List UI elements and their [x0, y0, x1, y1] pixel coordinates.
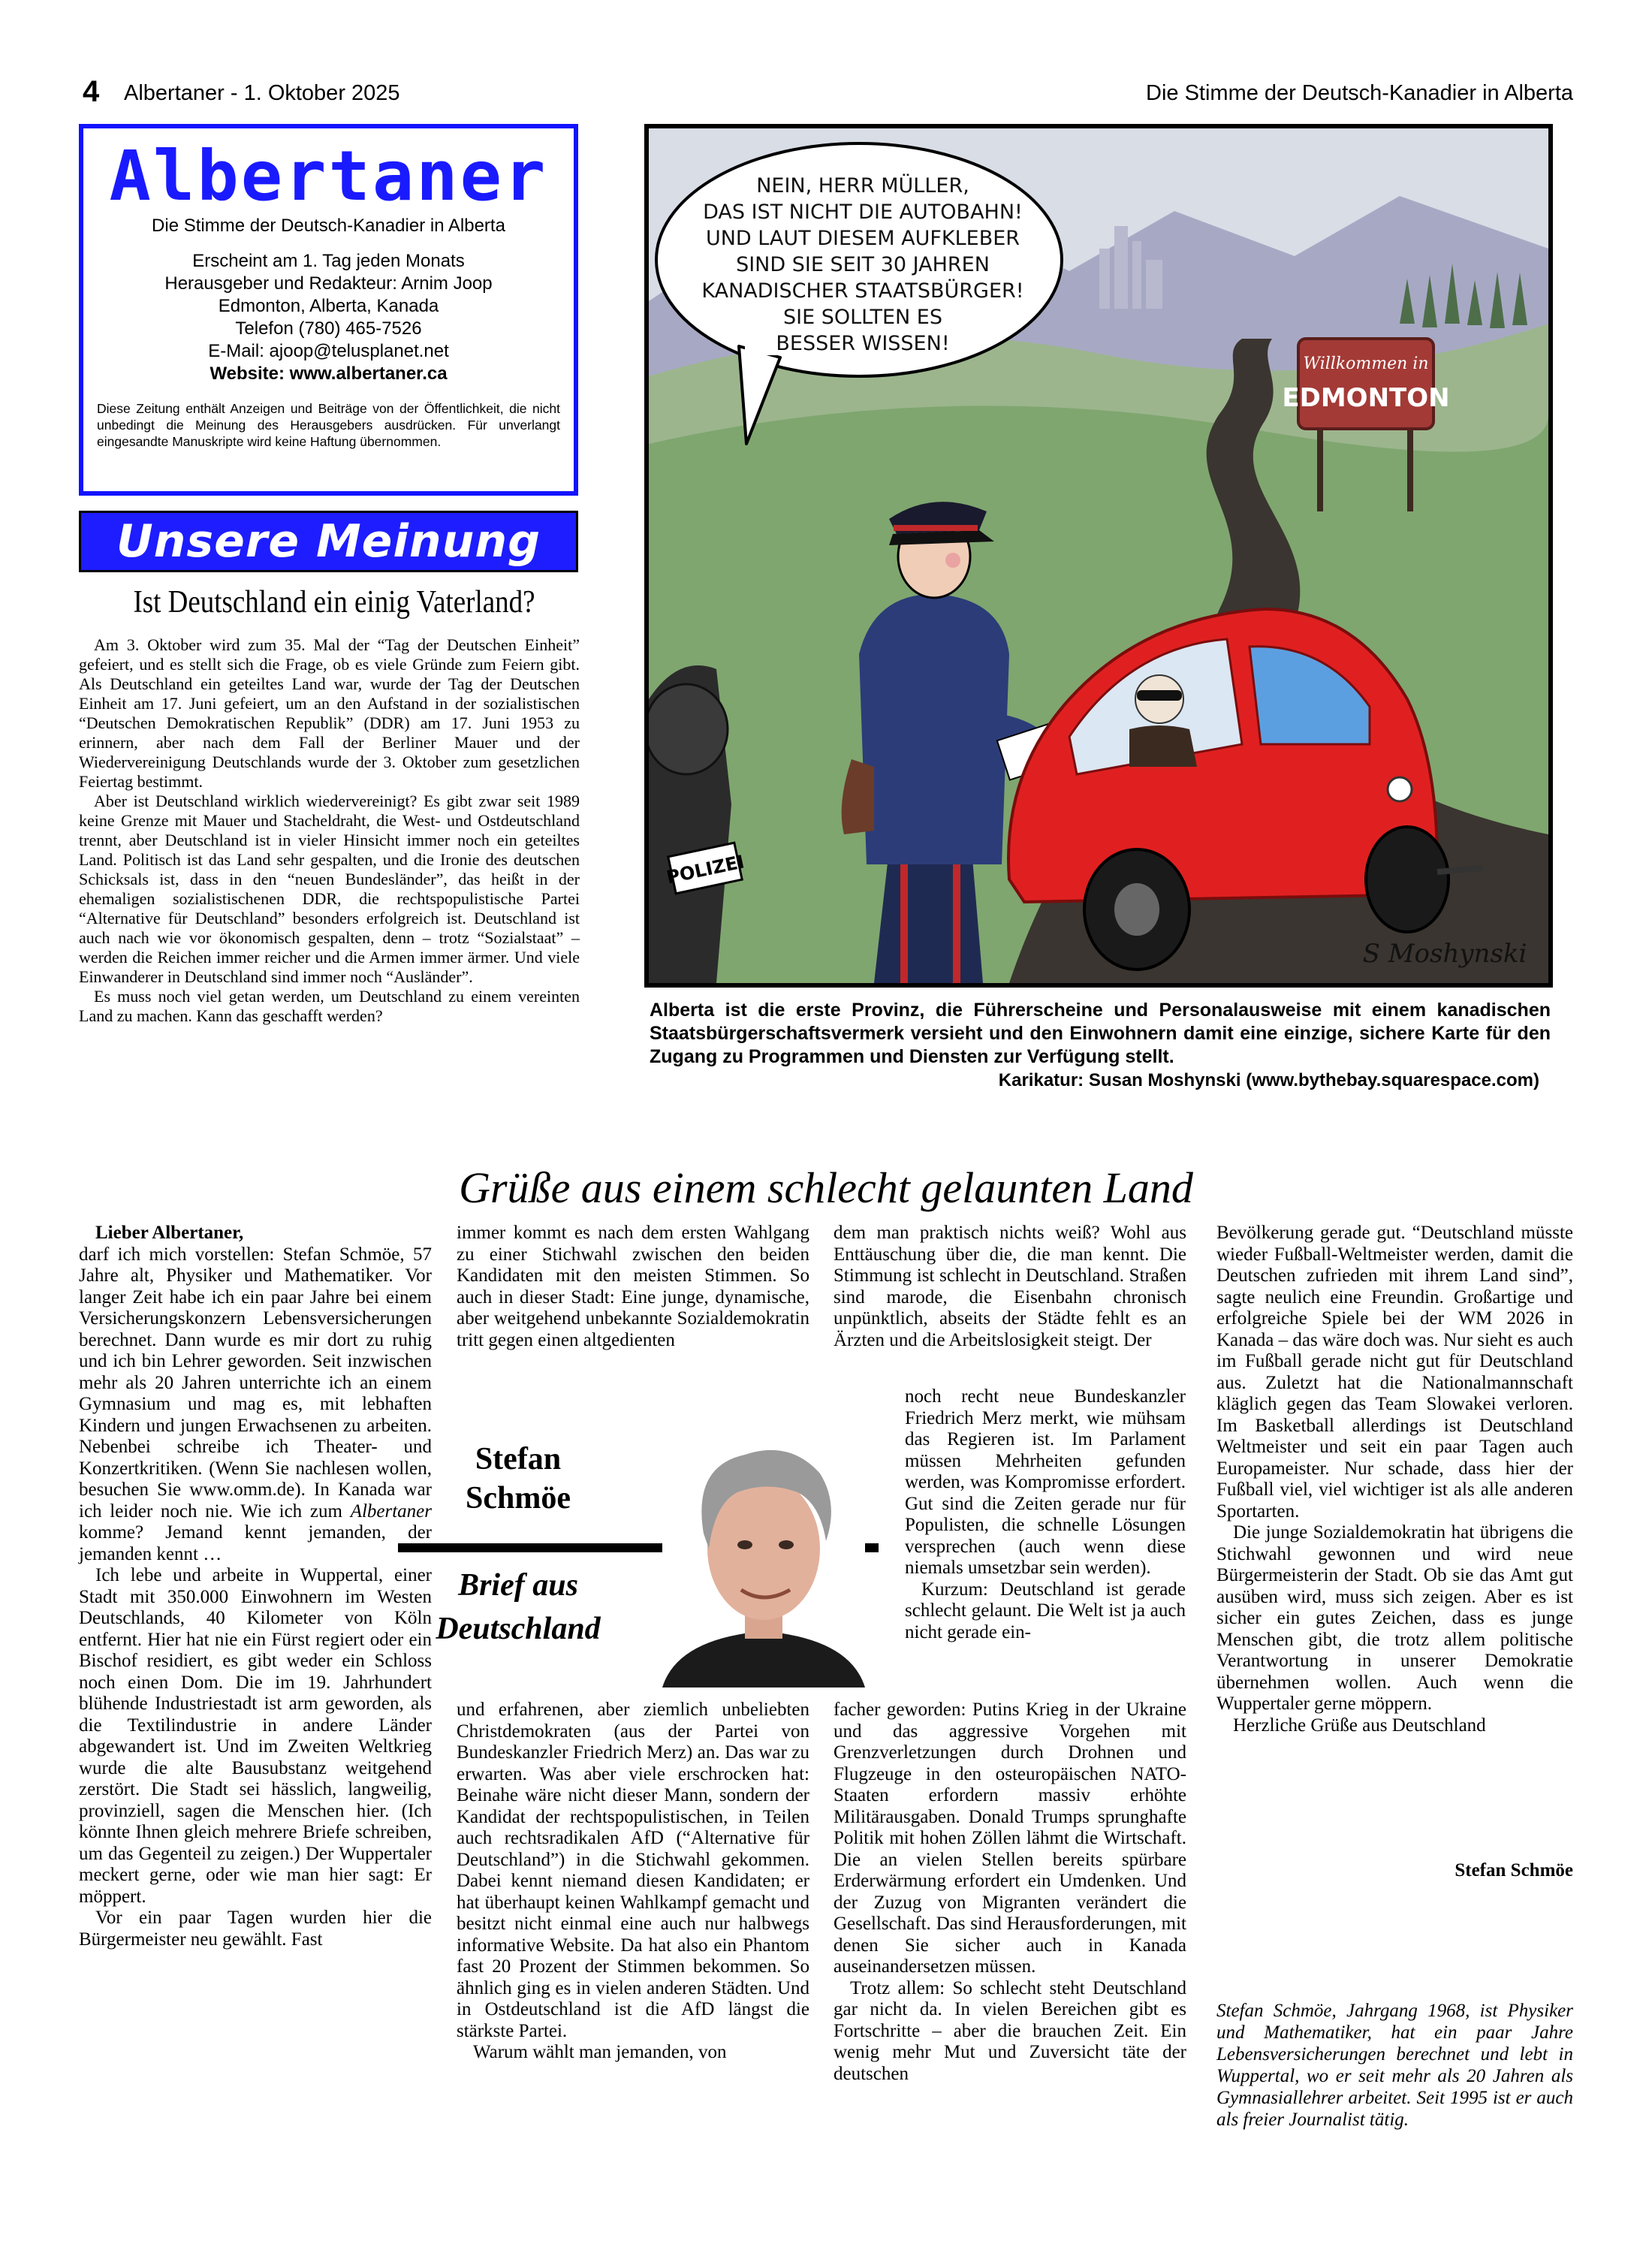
article-column-2-bottom — [457, 1700, 809, 2064]
article-column-3-top — [834, 1223, 1186, 1351]
article-paragraph: dem man praktisch nichts weiß? Wohl aus Enttäuschung über die, die man kennt. Die Stimmung ist schlecht in Deutschland. Straßen sind marode, die Eisenbahn chronisch unpünktlich, abseits der Städte fehlt es an Ärzten und die Arbeitslosigkeit steigt. Der — [834, 1223, 1186, 1350]
article-salutation: Lieber Albertaner, — [95, 1223, 244, 1243]
speech-line: SIE SOLLTEN ES — [782, 306, 943, 329]
cartoon-illustration — [644, 124, 1553, 988]
sign-main-text: EDMONTON — [1282, 383, 1450, 413]
opinion-body — [79, 635, 580, 1026]
masthead-info-line: Erscheint am 1. Tag jeden Monats — [192, 251, 465, 271]
masthead-title: Albertaner — [109, 136, 548, 216]
author-bio: Stefan Schmöe, Jahrgang 1968, ist Physiker und Mathematiker, hat ein paar Jahre Lebensversicherungen berechnet und lebt in Wuppertal, wo er seit mehr als 20 Jahren als Gymnasiallehrer arbeitet. Seit 1995 ist er auch als freier Journalist tätig. — [1216, 2001, 1573, 2130]
article-paragraph: Kurzum: Deutschland ist gerade schlecht gelaunt. Die Welt ist ja auch nicht gerade ein- — [905, 1579, 1186, 1642]
author-tag-line: Brief aus — [458, 1568, 578, 1603]
article-paragraph: Vor ein paar Tagen wurden hier die Bürgermeister neu gewählt. Fast — [79, 1908, 432, 1950]
opinion-paragraph: Aber ist Deutschland wirklich wiedervereinigt? Es gibt zwar seit 1989 keine Grenze mit Mauer und Stacheldraht, die West- und Ostdeutschland trennt, aber Deutschland ist in vieler Hinsicht immer noch ein geteiltes Land. Politisch ist das Land sehr gespalten, und die Ironie des deutschen Schicksals ist, dass in den “neuen Bundesländer”, das heißt in der ehemaligen sozialistischenen DDR, die rechtspopulistische Partei “Alternative für Deutschland” besonders erfolgreich ist. Deutschland ist auch nach wie vor ökonomisch gespalten, denn – trotz “Sozialstaat” – werden die Reichen immer reicher und die Armen immer ärmer. Und viele Einwanderer in Deutschland sind immer noch “Ausländer”. — [79, 792, 580, 986]
speech-line: SIND SIE SEIT 30 JAHREN — [736, 253, 990, 276]
masthead-info-line: Herausgeber und Redakteur: Arnim Joop — [164, 273, 493, 294]
article-paragraph: noch recht neue Bundeskanzler Friedrich Merz merkt, wie mühsam das Regieren ist. Im Parlament müssen Mehrheiten gefunden werden, was Kompromisse erfordert. Gut sind die Zeiten gerade nur für Populisten, die schnelle Lösungen versprechen (auch wenn diese niemals umsetzbar sein werden). — [905, 1386, 1186, 1578]
masthead-email: E-Mail: ajoop@telusplanet.net — [208, 341, 449, 361]
speech-line: DAS IST NICHT DIE AUTOBAHN! — [703, 201, 1023, 224]
article-column-3-bottom — [834, 1700, 1186, 2085]
masthead-disclaimer: Diese Zeitung enthält Anzeigen und Beiträge von der Öffentlichkeit, die nicht unbedingt die Meinung des Herausgebers ausdrücken. Für unverlangt eingesandte Manuskripte wird keine Haftung übernommen. — [97, 401, 560, 449]
opinion-paragraph: Am 3. Oktober wird zum 35. Mal der “Tag der Deutschen Einheit” gefeiert, und es stellt sich die Frage, ob es viele Gründe zum Feiern gibt. Als Deutschland ein geteiltes Land war, wurde der Tag der Deutschen Einheit am 17. Juni gefeiert, um an den Aufstand in der sozialistischen “Deutschen Demokratischen Republik” (DDR) am 17. Juni 1953 zu erinnern, aber nach dem Fall der Berliner Mauer und der Wiedervereinigung Deutschlands wurde der 3. Oktober zum gesetzlichen Feiertag bestimmt. — [79, 635, 580, 791]
article-closing: Herzliche Grüße aus Deutschland — [1233, 1715, 1486, 1736]
motorcycle-label: POLIZEI — [665, 851, 746, 888]
opinion-title: Ist Deutschland ein einig Vaterland? — [133, 585, 535, 620]
masthead-subtitle: Die Stimme der Deutsch-Kanadier in Alberta — [152, 216, 505, 236]
cartoon-credit: Karikatur: Susan Moshynski (www.bythebay.squarespace.com) — [998, 1070, 1539, 1090]
article-column-1 — [79, 1223, 432, 1950]
speech-line: KANADISCHER STAATSBÜRGER! — [701, 279, 1024, 303]
article-headline: Grüße aus einem schlecht gelaunten Land — [459, 1163, 1193, 1212]
author-name-line: Stefan — [475, 1442, 562, 1476]
author-name-line: Schmöe — [466, 1481, 571, 1516]
author-tag-line: Deutschland — [436, 1612, 601, 1646]
article-paragraph: Ich lebe und arbeite in Wuppertal, einer Stadt mit 350.000 Einwohnern im Westen Deutschlands, 40 Kilometer von Köln entfernt. Hier hat nie ein Fürst regiert oder ein Bischof residiert, es gibt weder ein Schloss noch einen Dom. Die im 19. Jahrhundert blühende Industriestadt ist arm geworden, als die Textilindustrie in andere Länder abgewandert ist. Und im Zweiten Weltkrieg wurde die alte Bausubstanz weitgehend zerstört. Die Stadt sei hässlich, langweilig, provinziell, sagen die Menschen hier. (Ich könnte Ihnen gleich mehrere Briefe schreiben, um das Gegenteil zu zeigen.) Der Wuppertaler meckert gerne, oder wie man hier sagt: Er möppert. — [79, 1565, 432, 1907]
article-paragraph: facher geworden: Putins Krieg in der Ukraine und das aggressive Vorgehen mit Grenzverletzungen durch Drohnen und Flugzeuge in den osteuropäischen NATO-Staaten erfordern massiv erhöhte Militärausgaben. Donald Trumps sprunghafte Politik mit hohen Zöllen lähmt die Wirtschaft. Die an vielen Stellen bereits spürbare Erderwärmung erfordert ein Umdenken. Und der Zuzug von Migranten verändert die Gesellschaft. Das sind Herausforderungen, mit denen Sie sicher auch in Kanada auseinandersetzen müssen. — [834, 1700, 1186, 1977]
artist-signature: S Moshynski — [1362, 939, 1527, 969]
newspaper-name: Albertaner — [350, 1500, 433, 1522]
article-column-3-middle — [905, 1386, 1186, 1643]
author-name — [409, 1440, 627, 1518]
sign-top-text: Willkommen in — [1303, 354, 1429, 373]
opinion-banner: Unsere Meinung — [79, 511, 578, 572]
masthead-info-line: Telefon (780) 465-7526 — [235, 318, 422, 339]
article-text: komme? Jemand kennt jemanden, der jemanden kennt … — [79, 1522, 432, 1564]
article-signature: Stefan Schmöe — [1455, 1860, 1573, 1881]
article-paragraph: Warum wählt man jemanden, von — [473, 2042, 727, 2062]
author-box — [398, 1413, 879, 1697]
speech-line: NEIN, HERR MÜLLER, — [756, 174, 969, 198]
article-paragraph: Trotz allem: So schlecht steht Deutschland gar nicht da. In vielen Bereichen gibt es Fortschritte – aber die brauchen Zeit. Ein wenig mehr Mut und Zuversicht täte der deutschen — [834, 1977, 1186, 2084]
speech-line: BESSER WISSEN! — [776, 332, 950, 355]
masthead-box — [79, 124, 578, 496]
cartoon-caption: Alberta ist die erste Provinz, die Führerscheine und Personalausweise mit einem kanadischen Staatsbürgerschaftsvermerk versieht und den Einwohnern damit eine einzige, sichere Karte für den Zugang zu Programmen und Diensten zur Verfügung stellt. — [650, 1000, 1551, 1067]
header-issue-line: Albertaner - 1. Oktober 2025 — [124, 81, 400, 105]
article-paragraph: und erfahrenen, aber ziemlich unbeliebten Christdemokraten (aus der Partei von Bundeskanzler Friedrich Merz) an. Das war zu erwarten. Was aber viele erschrocken hat: Beinahe wäre nicht dieser Mann, sondern der Kandidat der rechtspopulistischen, in Teilen auch rechtsradikalen AfD (“Alternative für Deutschland”) in die Stichwahl gekommen. Dabei kennt niemand diesen Kandidaten; er hat überhaupt keinen Wahlkampf gemacht und besitzt nicht einmal eine auch nur halbwegs informative Website. Da hat also ein Phantom fast 20 Prozent der Stimmen bekommen. So ähnlich ging es in vielen anderen Städten. Und in Ostdeutschland ist die AfD längst die stärkste Partei. — [457, 1700, 809, 2041]
article-paragraph — [79, 1244, 432, 1566]
article-paragraph: Die junge Sozialdemokratin hat übrigens die Stichwahl gewonnen und wird neue Bürgermeisterin der Stadt. Ob sie das Amt gut ausüben wird, muss sich zeigen. Aber es ist sicher ein gutes Zeichen, dass es junge Menschen gibt, die trotz allem politische Verantwortung in unserer Demokratie übernehmen wollen. Auch wenn die Wuppertaler gerne möppern. — [1216, 1522, 1573, 1714]
opinion-paragraph: Es muss noch viel getan werden, um Deutschland zu einem vereinten Land zu machen. Kann das geschafft werden? — [79, 987, 580, 1025]
article-column-2-top — [457, 1223, 809, 1351]
article-column-4 — [1216, 1223, 1573, 1736]
page-number: 4 — [83, 75, 100, 108]
speech-line: UND LAUT DIESEM AUFKLEBER — [705, 227, 1020, 250]
header-tagline: Die Stimme der Deutsch-Kanadier in Alberta — [1146, 81, 1573, 105]
article-text: darf ich mich vorstellen: Stefan Schmöe, 57 Jahre alt, Physiker und Mathematiker. Vor langer Zeit habe ich ein paar Jahre bei einem Versicherungskonzern Lebensversicherungen berechnet. Dann wurde es mir dort zu ruhig und ich bin Lehrer geworden. Seit inzwischen mehr als 20 Jahren unterrichte ich an einem Gymnasium und mag es, mit lebhaften Kindern und jungen Erwachsenen zu arbeiten. Nebenbei schreibe ich Theater- und Konzertkritiken. (Wenn Sie nachlesen wollen, besuchen Sie www.omm.de). In Kanada war ich leider noch nie. Wie ich zum — [79, 1244, 432, 1522]
masthead-info — [83, 250, 574, 385]
author-column-tag — [409, 1564, 627, 1651]
masthead-website: Website: www.albertaner.ca — [210, 363, 448, 384]
masthead-info-line: Edmonton, Alberta, Kanada — [218, 296, 439, 316]
author-photo — [662, 1421, 865, 1687]
article-paragraph: Bevölkerung gerade gut. “Deutschland müsste wieder Fußball-Weltmeister werden, damit die Deutschen zufrieden mit ihrem Land sind”, sagte neulich eine Freundin. Großartige und erfolgreiche Spiele bei der WM 2026 in Kanada – das wäre doch was. Nur sieht es auch im Fußball gerade nicht gut für Deutschland aus. Zuletzt hat die Nationalmannschaft kläglich gegen das Team Slowakei verloren. Im Basketball allerdings ist Deutschland Weltmeister und seit ein paar Tagen auch Europameister. Nur schade, dass hier der Fußball viel, viel wichtiger ist als alle anderen Sportarten. — [1216, 1223, 1573, 1522]
article-paragraph: immer kommt es nach dem ersten Wahlgang zu einer Stichwahl zwischen den beiden Kandidaten mit den meisten Stimmen. So auch in dieser Stadt: Eine junge, dynamische, aber weitgehend unbekannte Sozialdemokratin tritt gegen einen altgedienten — [457, 1223, 809, 1350]
